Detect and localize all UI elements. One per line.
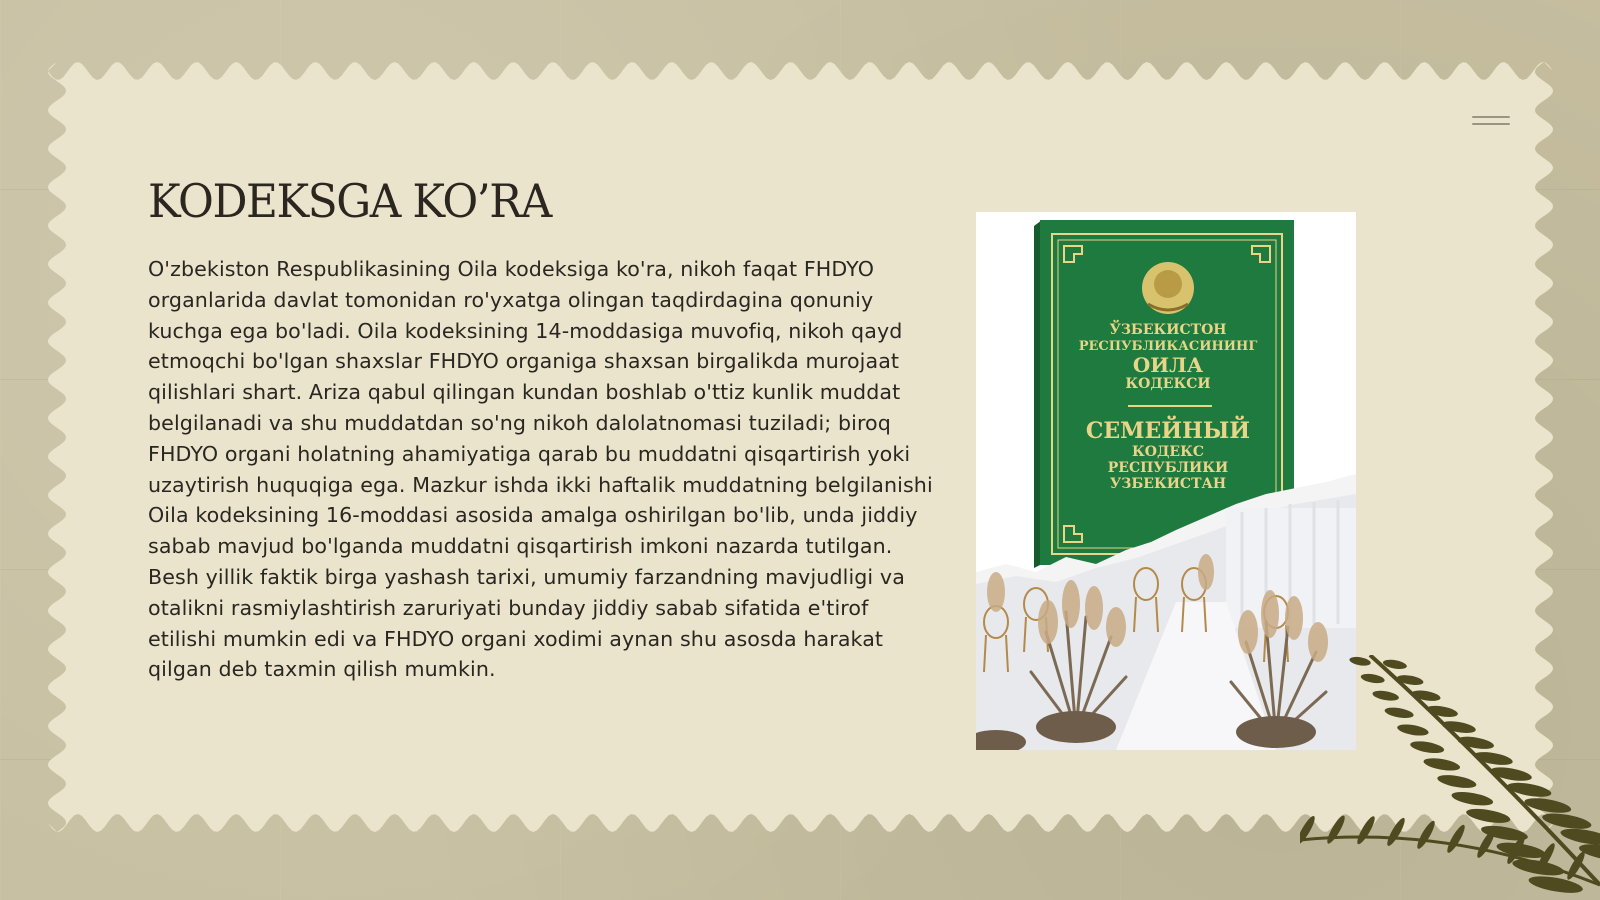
fern-leaflet (1409, 739, 1445, 755)
fern-leaf-decoration (1300, 655, 1600, 900)
cover-line-7: РЕСПУБЛИКИ (1107, 460, 1229, 476)
fern-leaflet (1396, 722, 1429, 737)
photo-collage (976, 212, 1356, 750)
fern-leaflet (1415, 819, 1438, 851)
fern-leaflet (1465, 806, 1511, 825)
fern-leaflet (1385, 816, 1408, 848)
fern-leaflet (1489, 765, 1533, 784)
book-and-wedding-photo (976, 212, 1356, 750)
fern-leaflet (1451, 789, 1495, 808)
fern-leaflet (1457, 734, 1495, 751)
emblem-icon (1142, 262, 1194, 314)
fern-leaflet (1349, 655, 1372, 667)
fern-leaflet (1441, 719, 1477, 735)
fern-leaflet (1473, 750, 1514, 768)
fern-leaflet (1411, 689, 1442, 703)
menu-line (1472, 123, 1510, 125)
menu-line (1472, 116, 1510, 118)
fern-leaflet (1355, 814, 1378, 846)
fern-leaflet (1436, 773, 1477, 791)
fern-leaflet (1426, 704, 1459, 719)
cover-line-4: КОДЕКСИ (1125, 376, 1211, 392)
slide-title: KODEKSGA KO’RA (148, 174, 551, 228)
cover-line-8: УЗБЕКИСТАН (1109, 476, 1227, 492)
menu-icon[interactable] (1472, 116, 1510, 126)
fern-leaflet (1325, 814, 1348, 846)
cover-line-2: РЕСПУБЛИКАСИНИНГ (1078, 339, 1258, 354)
fern-leaflet (1300, 814, 1317, 846)
slide-body-text: O'zbekiston Respublikasining Oila kodeksiga ko'ra, nikoh faqat FHDYO organlarida davlat tomonidan ro'yxatga olingan taqdirdagina qonuniy kuchga ega bo'ladi. Oila kodeksining 14-moddasiga muvofiq, nikoh qayd etmoqchi bo'lgan shaxslar FHDYO organiga shaxsan birgalikda murojaat qilishlari shart. Ariza qabul qilingan kundan boshlab o'ttiz kunlik muddat belgilanadi va shu muddatdan so'ng nikoh dalolatnomasi tuziladi; biroq FHDYO organi holatning ahamiyatiga qarab bu muddatni qisqartirish yoki uzaytirish huquqiga ega. Mazkur ishda ikki haftalik muddatning belgilanishi Oila kodeksining 16-moddasi asosida amalga oshirilgan bo'lib, unda jiddiy sabab mavjud bo'lganda muddatni qisqartirish imkoni nazarda tutilgan. Besh yillik faktik birga yashash tarixi, umumiy farzandning mavjudligi va otalikni rasmiylashtirish zaruriyati bunday jiddiy sabab sifatida e'tirof etilishi mumkin edi va FHDYO organi xodimi aynan shu asosda harakat qilgan deb taxmin qilish mumkin. (148, 257, 933, 682)
fern-leaflet (1423, 756, 1461, 773)
cover-line-6: КОДЕКС (1132, 444, 1204, 460)
cover-line-5: СЕМЕЙНЫЙ (1085, 418, 1251, 444)
fern-leaflet (1506, 780, 1552, 799)
fern-leaflet (1360, 672, 1385, 684)
fern-leaflet (1384, 706, 1415, 720)
cover-line-1: ЎЗБЕКИСТОН (1109, 322, 1227, 338)
cover-line-3: ОИЛА (1132, 353, 1204, 377)
fern-leaflet (1372, 689, 1400, 702)
fern-leaflet (1445, 823, 1468, 855)
